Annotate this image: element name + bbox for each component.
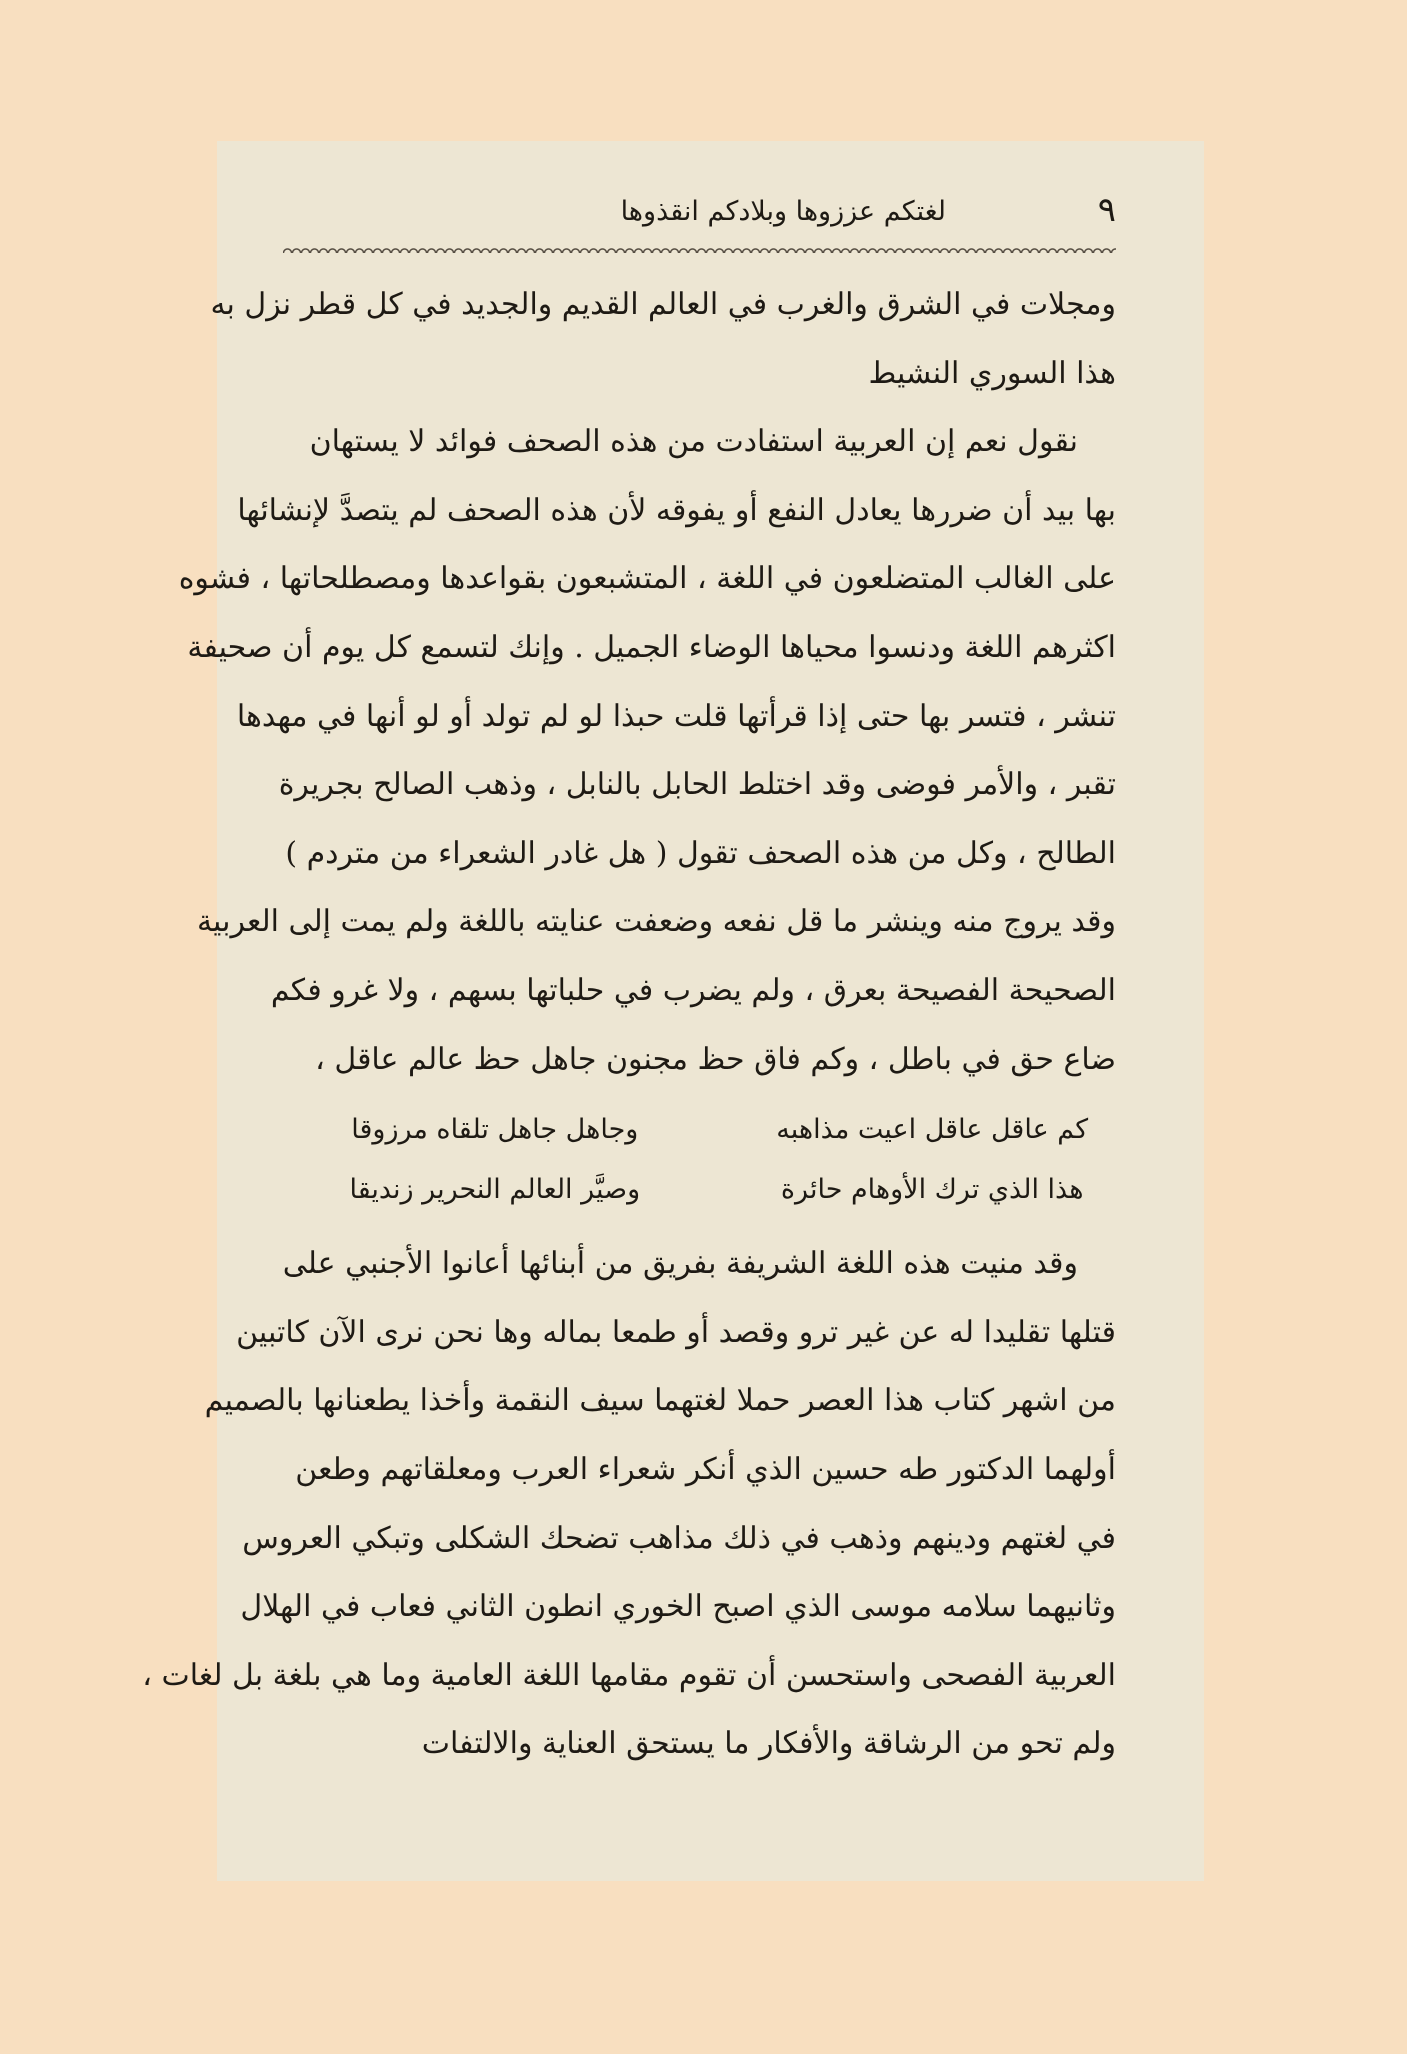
page-number: ٩ xyxy=(1097,190,1116,230)
body-text xyxy=(142,271,1116,1779)
text-line: على الغالب المتضلعون في اللغة ، المتشبعون بقواعدها ومصطلحاتها ، فشوه xyxy=(178,561,1116,597)
text-line: وثانيهما سلامه موسى الذي اصبح الخوري انطون الثاني فعاب في الهلال xyxy=(240,1589,1116,1625)
text-line: ومجلات في الشرق والغرب في العالم القديم والجديد في كل قطر نزل به xyxy=(210,287,1116,322)
text-line: العربية الفصحى واستحسن أن تقوم مقامها اللغة العامية وما هي بلغة بل لغات ، xyxy=(142,1657,1116,1693)
page-header xyxy=(283,185,1116,245)
text-line: قتلها تقليدا له عن غير ترو وقصد أو طمعا بماله وها نحن نرى الآن كاتبين xyxy=(236,1314,1116,1350)
book-page xyxy=(142,141,1204,1881)
text-line: وقد يروج منه وينشر ما قل نفعه وضعفت عنايته باللغة ولم يمت إلى العربية xyxy=(196,904,1116,940)
text-line: ولم تحو من الرشاقة والأفكار ما يستحق العناية والالتفات xyxy=(421,1726,1116,1762)
text-line: اكثرهم اللغة ودنسوا محياها الوضاء الجميل . وإنك لتسمع كل يوم أن صحيفة xyxy=(187,629,1116,665)
text-line: تقبر ، والأمر فوضى وقد اختلط الحابل بالنابل ، وذهب الصالح بجريرة xyxy=(278,767,1116,803)
text-line: من اشهر كتاب هذا العصر حملا لغتهما سيف النقمة وأخذا يطعنانها بالصميم xyxy=(204,1383,1116,1419)
text-line: تنشر ، فتسر بها حتى إذا قرأتها قلت حبذا لو لم تولد أو لو أنها في مهدها xyxy=(236,698,1116,734)
poem-verse xyxy=(283,1160,1116,1220)
text-line: ضاع حق في باطل ، وكم فاق حظ مجنون جاهل حظ عالم عاقل ، xyxy=(315,1041,1116,1077)
poem-verses xyxy=(283,1100,1116,1220)
text-line: بها بيد أن ضررها يعادل النفع أو يفوقه لأن هذه الصحف لم يتصدَّ لإنشائها xyxy=(237,492,1116,528)
poem-first-hemistich: هذا الذي ترك الأوهام حائرة xyxy=(780,1174,1084,1206)
running-head: لغتكم عززوها وبلادكم انقذوها xyxy=(620,196,946,227)
text-line: أولهما الدكتور طه حسين الذي أنكر شعراء العرب ومعلقاتهم وطعن xyxy=(295,1451,1116,1487)
header-wavy-rule xyxy=(283,245,1116,253)
text-line: الطالح ، وكل من هذه الصحف تقول ( هل غادر الشعراء من متردم ) xyxy=(285,835,1116,871)
text-line: نقول نعم إن العربية استفادت من هذه الصحف فوائد لا يستهان xyxy=(309,424,1078,460)
paragraph-3 xyxy=(142,1230,1116,1779)
poem-second-hemistich: وجاهل جاهل تلقاه مرزوقا xyxy=(351,1114,639,1146)
text-line: هذا السوري النشيط xyxy=(868,355,1116,391)
text-line: في لغتهم ودينهم وذهب في ذلك مذاهب تضحك الشكلى وتبكي العروس xyxy=(242,1520,1116,1556)
text-line: الصحيحة الفصيحة بعرق ، ولم يضرب في حلباتها بسهم ، ولا غرو فكم xyxy=(270,972,1116,1008)
poem-verse xyxy=(283,1100,1116,1160)
paragraph-2 xyxy=(178,408,1116,1094)
text-line: وقد منيت هذه اللغة الشريفة بفريق من أبنائها أعانوا الأجنبي على xyxy=(282,1246,1078,1282)
poem-second-hemistich: وصيَّر العالم النحرير زنديقا xyxy=(349,1174,641,1206)
paragraph-1 xyxy=(210,271,1116,408)
poem-first-hemistich: كم عاقل عاقل اعيت مذاهبه xyxy=(776,1114,1089,1146)
